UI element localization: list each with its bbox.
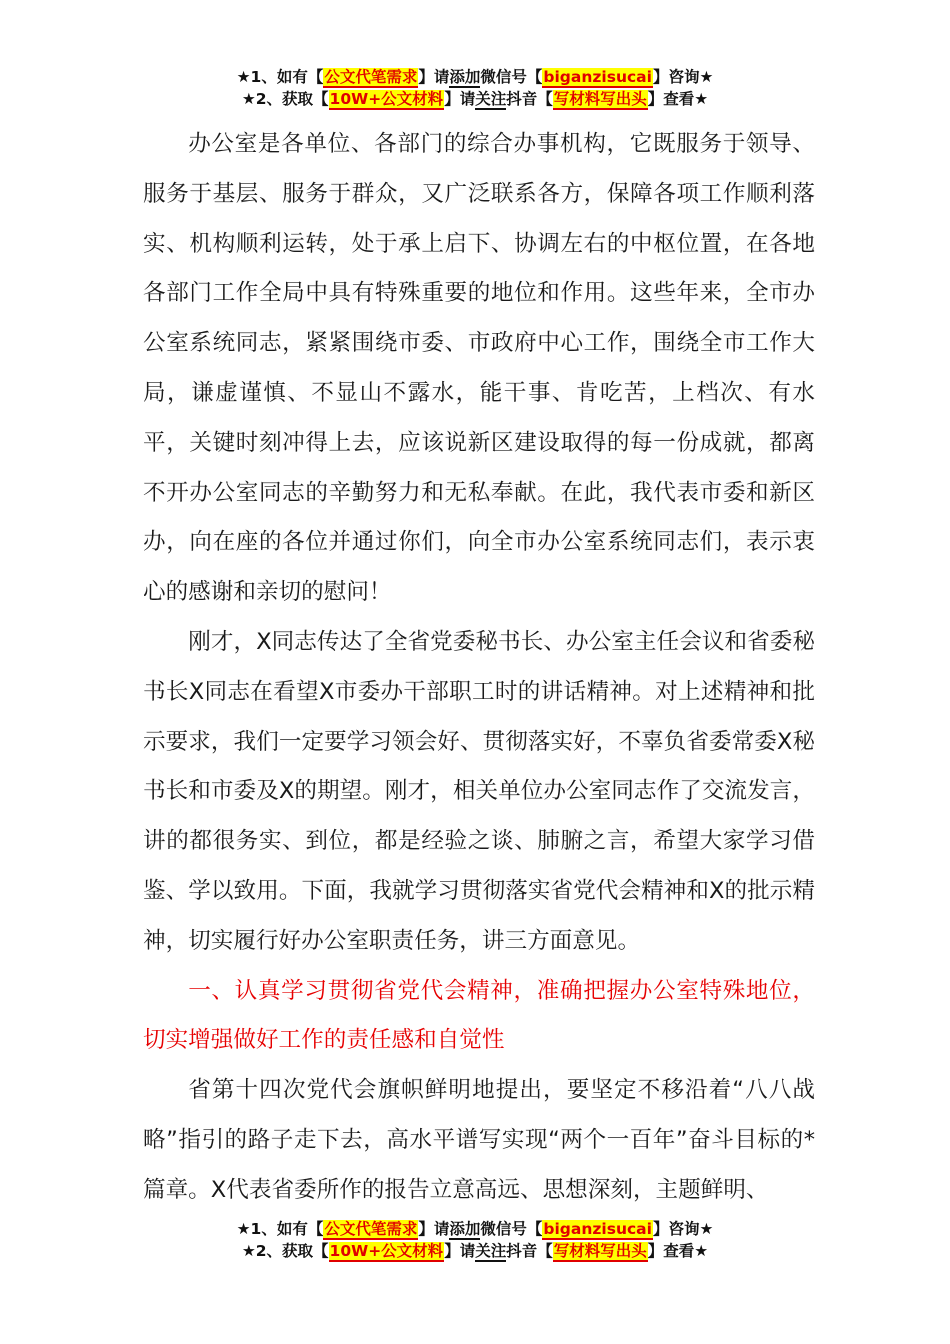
promo-line-1: ★1、如有【公文代笔需求】请添加微信号【biganzisucai】咨询★ [236,1220,714,1238]
promo-highlight-writing-service: 公文代笔需求 [324,1220,418,1238]
promo-highlight-wechat-id: biganzisucai [543,1220,652,1238]
promo-line-2: ★2、获取【10W+公文材料】请关注抖音【写材料写出头】查看★ [241,1242,709,1260]
promo-emphasis-follow: 关注 [475,1242,507,1260]
promo-highlight-douyin-id: 写材料写出头 [553,1242,647,1260]
document-body [143,120,815,1216]
promo-highlight-materials: 10W+公文材料 [329,1242,444,1260]
section-heading: 一、认真学习贯彻省党代会精神，准确把握办公室特殊地位，切实增强做好工作的责任感和自觉性 [143,977,815,1054]
body-paragraph: 办公室是各单位、各部门的综合办事机构，它既服务于领导、服务于基层、服务于群众，又广泛联系各方，保障各项工作顺利落实、机构顺利运转，处于承上启下、协调左右的中枢位置，在各地各部门工作全局中具有特殊重要的地位和作用。这些年来，全市办公室系统同志，紧紧围绕市委、市政府中心工作，围绕全市工作大局，谦虚谨慎、不显山不露水，能干事、肯吃苦，上档次、有水平，关键时刻冲得上去，应该说新区建设取得的每一份成就，都离不开办公室同志的辛勤努力和无私奉献。在此，我代表市委和新区办，向在座的各位并通过你们，向全市办公室系统同志们，表示衷心的感谢和亲切的慰问！ [143,131,815,606]
promo-highlight-materials: 10W+公文材料 [329,90,444,108]
promo-highlight-wechat-id: biganzisucai [543,68,652,86]
promo-emphasis-add: 添加 [449,1220,481,1238]
promo-line-1: ★1、如有【公文代笔需求】请添加微信号【biganzisucai】咨询★ [236,68,714,86]
promo-line-2: ★2、获取【10W+公文材料】请关注抖音【写材料写出头】查看★ [241,90,709,108]
promo-highlight-writing-service: 公文代笔需求 [324,68,418,86]
promo-highlight-douyin-id: 写材料写出头 [553,90,647,108]
top-promo-banner [0,66,950,110]
promo-emphasis-add: 添加 [449,68,481,86]
bottom-promo-banner [0,1218,950,1262]
body-paragraph: 刚才，X同志传达了全省党委秘书长、办公室主任会议和省委秘书长X同志在看望X市委办干部职工时的讲话精神。对上述精神和批示要求，我们一定要学习领会好、贯彻落实好，不辜负省委常委X秘书长和市委及X的期望。刚才，相关单位办公室同志作了交流发言，讲的都很务实、到位，都是经验之谈、肺腑之言，希望大家学习借鉴、学以致用。下面，我就学习贯彻落实省党代会精神和X的批示精神，切实履行好办公室职责任务，讲三方面意见。 [143,628,815,954]
body-paragraph: 省第十四次党代会旗帜鲜明地提出，要坚定不移沿着“八八战略”指引的路子走下去，高水平谱写实现“两个一百年”奋斗目标的*篇章。X代表省委所作的报告立意高远、思想深刻，主题鲜明、 [143,1077,815,1203]
promo-emphasis-follow: 关注 [475,90,507,108]
